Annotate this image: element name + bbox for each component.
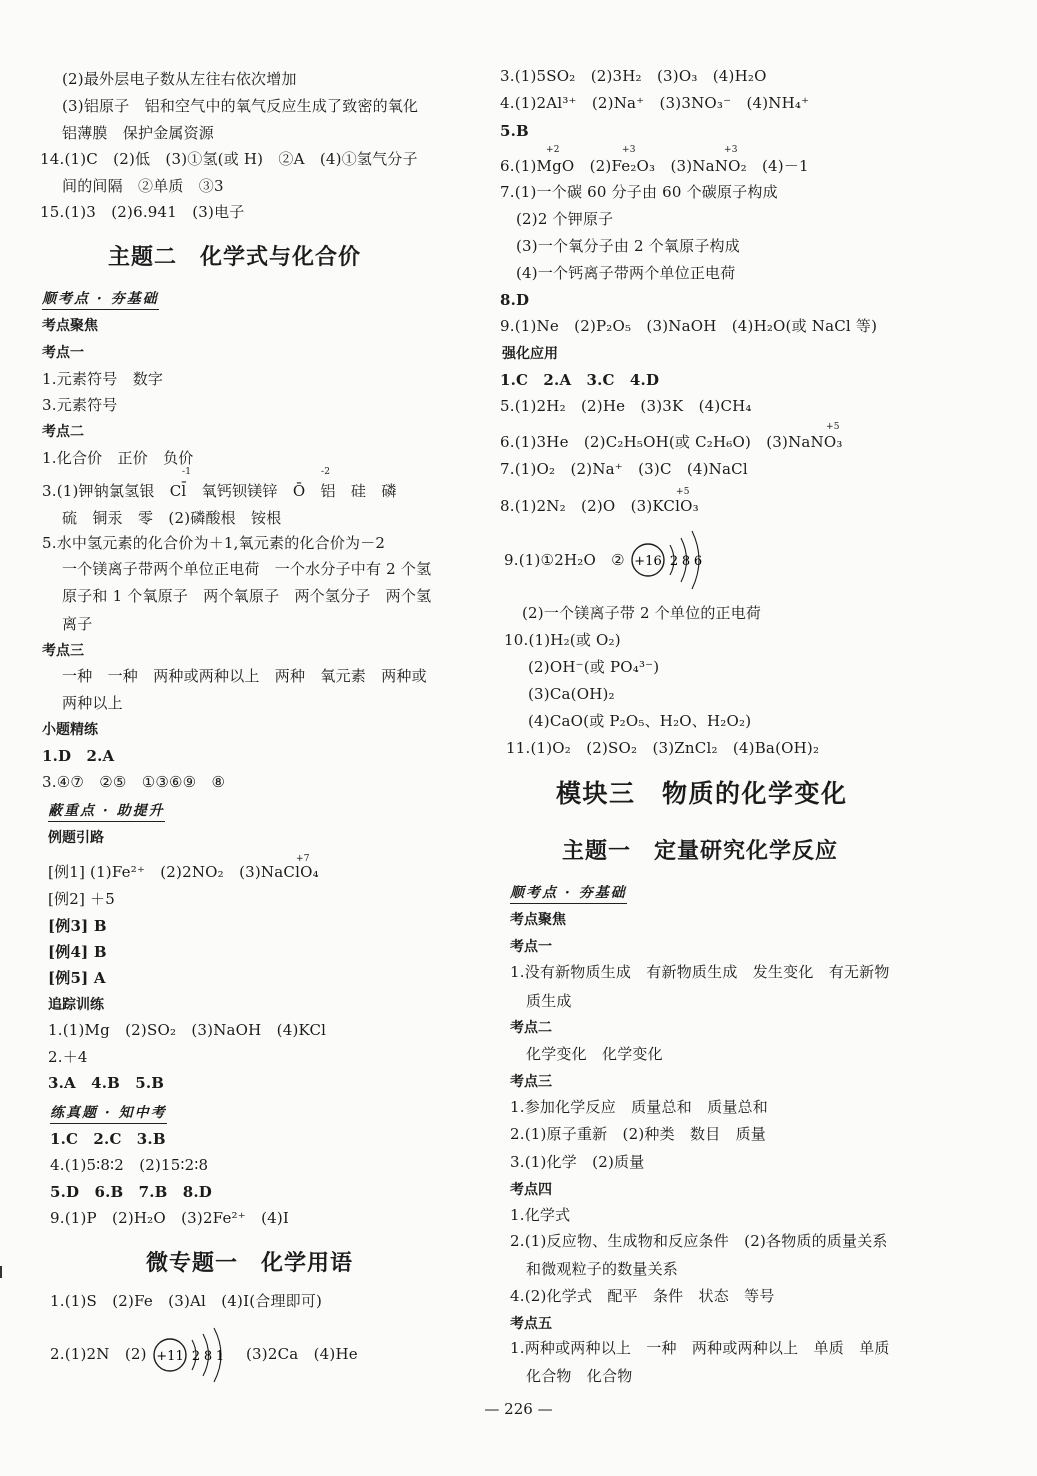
- answer-line: 化学变化 化学变化: [526, 1045, 663, 1063]
- answer-line: [例3] B: [48, 917, 107, 935]
- answer-line: 3.④⑦ ②⑤ ①③⑥⑨ ⑧: [42, 773, 226, 791]
- subheading: 考点聚焦: [510, 912, 566, 928]
- answer-line: 一种 一种 两种或两种以上 两种 氧元素 两种或: [62, 667, 427, 685]
- answer-line: 和微观粒子的数量关系: [526, 1260, 679, 1278]
- valence-superscript: +5: [826, 422, 840, 432]
- valence-superscript: +3: [622, 145, 636, 155]
- answer-line: 5.D 6.B 7.B 8.D: [50, 1183, 213, 1201]
- answer-line: 3.(1)钾钠氯氢银 Cl̄ 氧钙钡镁锌 Ō 铝 硅 磷: [42, 482, 397, 500]
- answer-line: 2.(1)2N (2): [50, 1345, 147, 1363]
- section-title: 主题二 化学式与化合价: [108, 245, 362, 270]
- answer-line: 间的间隔 ②单质 ③3: [62, 177, 224, 195]
- answer-line: (2)最外层电子数从左往右依次增加: [62, 70, 297, 88]
- section-tag: 顺考点 · 夯基础: [510, 882, 627, 904]
- answer-line: 14.(1)C (2)低 (3)①氢(或 H) ②A (4)①氢气分子: [40, 150, 418, 168]
- answer-line: 5.(1)2H₂ (2)He (3)3K (4)CH₄: [500, 397, 752, 415]
- answer-line: 9.(1)Ne (2)P₂O₅ (3)NaOH (4)H₂O(或 NaCl 等): [500, 317, 878, 335]
- valence-superscript: +5: [676, 487, 690, 497]
- subheading: 考点三: [510, 1074, 552, 1090]
- nucleus-charge: +16: [634, 554, 662, 569]
- subheading: 考点三: [42, 643, 84, 659]
- valence-superscript: +7: [296, 854, 310, 864]
- answer-line: 7.(1)一个碳 60 分子由 60 个碳原子构成: [500, 183, 778, 201]
- subheading: 考点一: [510, 939, 552, 955]
- shell-electron-count: 8: [203, 1349, 213, 1364]
- answer-line: 1.两种或两种以上 一种 两种或两种以上 单质 单质: [510, 1339, 890, 1357]
- answer-line: 6.(1)3He (2)C₂H₅OH(或 C₂H₆O) (3)NaNO₃: [500, 433, 843, 451]
- answer-line: 质生成: [526, 992, 572, 1010]
- answer-line: 6.(1)MgO (2)Fe₂O₃ (3)NaNO₂ (4)－1: [500, 157, 809, 175]
- shell-electron-count: 1: [215, 1349, 225, 1364]
- answer-line: 1.元素符号 数字: [42, 370, 164, 388]
- answer-line: 1.(1)S (2)Fe (3)Al (4)I(合理即可): [50, 1292, 323, 1310]
- answer-line: [例5] A: [48, 969, 106, 987]
- answer-line: 1.化合价 正价 负价: [42, 449, 194, 467]
- answer-line: 8.(1)2N₂ (2)O (3)KClO₃: [500, 497, 699, 515]
- answer-line: 2.(1)原子重新 (2)种类 数目 质量: [510, 1125, 767, 1143]
- subheading: 考点四: [510, 1182, 552, 1198]
- answer-line: 10.(1)H₂(或 O₂): [504, 631, 621, 649]
- answer-line: 2.＋4: [48, 1048, 88, 1066]
- answer-line: (3)2Ca (4)He: [246, 1345, 358, 1363]
- answer-line: 硫 铜汞 零 (2)磷酸根 铵根: [62, 509, 282, 527]
- answer-line: 1.参加化学反应 质量总和 质量总和: [510, 1098, 768, 1116]
- answer-line: 原子和 1 个氧原子 两个氧原子 两个氢分子 两个氢: [62, 587, 432, 605]
- answer-line: 3.(1)化学 (2)质量: [510, 1153, 645, 1171]
- answer-line: (3)一个氧分子由 2 个氧原子构成: [516, 237, 740, 255]
- answer-line: 4.(1)2Al³⁺ (2)Na⁺ (3)3NO₃⁻ (4)NH₄⁺: [500, 94, 810, 112]
- answer-line: 5.水中氢元素的化合价为＋1,氧元素的化合价为－2: [42, 534, 386, 552]
- answer-line: 9.(1)①2H₂O ②: [504, 551, 625, 569]
- shell-electron-count: 6: [693, 554, 703, 569]
- answer-line: (2)2 个钾原子: [516, 210, 614, 228]
- section-tag: 蔽重点 · 助提升: [48, 800, 165, 822]
- answer-line: 5.B: [500, 122, 529, 140]
- answer-line: (3)Ca(OH)₂: [528, 685, 615, 703]
- answer-line: (2)一个镁离子带 2 个单位的正电荷: [522, 604, 762, 622]
- subheading: 考点二: [510, 1020, 552, 1036]
- answer-line: 1.D 2.A: [42, 747, 115, 765]
- answer-line: (2)OH⁻(或 PO₄³⁻): [528, 658, 660, 676]
- answer-line: [例1] (1)Fe²⁺ (2)2NO₂ (3)NaClO₄: [48, 863, 319, 881]
- answer-line: (4)一个钙离子带两个单位正电荷: [516, 264, 736, 282]
- valence-superscript: -2: [321, 467, 331, 477]
- subheading: 例题引路: [48, 830, 104, 846]
- subheading: 考点五: [510, 1316, 552, 1332]
- answer-line: 1.C 2.C 3.B: [50, 1130, 166, 1148]
- shell-electron-count: 2: [191, 1349, 201, 1364]
- valence-superscript: -1: [182, 467, 192, 477]
- page-number: — 226 —: [484, 1400, 553, 1418]
- valence-superscript: +2: [546, 145, 560, 155]
- answer-line: 8.D: [500, 291, 530, 309]
- answer-line: 1.化学式: [510, 1206, 571, 1224]
- section-tag: 顺考点 · 夯基础: [42, 288, 159, 310]
- answer-line: 1.(1)Mg (2)SO₂ (3)NaOH (4)KCl: [48, 1021, 327, 1039]
- answer-line: 一个镁离子带两个单位正电荷 一个水分子中有 2 个氢: [62, 560, 432, 578]
- answer-line: 9.(1)P (2)H₂O (3)2Fe²⁺ (4)I: [50, 1209, 290, 1227]
- sulfur-atom-structure-diagram: [630, 525, 720, 595]
- subheading: 考点二: [42, 424, 84, 440]
- answer-line: 3.A 4.B 5.B: [48, 1074, 165, 1092]
- answer-line: [例2] ＋5: [48, 890, 115, 908]
- answer-line: 铝薄膜 保护金属资源: [62, 124, 215, 142]
- answer-line: 15.(1)3 (2)6.941 (3)电子: [40, 203, 245, 221]
- answer-line: 3.元素符号: [42, 396, 118, 414]
- answer-line: 2.(1)反应物、生成物和反应条件 (2)各物质的质量关系: [510, 1232, 888, 1250]
- answer-line: 11.(1)O₂ (2)SO₂ (3)ZnCl₂ (4)Ba(OH)₂: [506, 739, 820, 757]
- subheading: 考点一: [42, 345, 84, 361]
- answer-line: 两种以上: [62, 694, 123, 712]
- subheading: 追踪训练: [48, 997, 104, 1013]
- sodium-atom-structure-diagram: [152, 1322, 242, 1388]
- answer-line: 1.没有新物质生成 有新物质生成 发生变化 有无新物: [510, 963, 890, 981]
- section-title: 主题一 定量研究化学反应: [562, 839, 839, 864]
- section-title: 微专题一 化学用语: [146, 1251, 354, 1276]
- answer-line: 离子: [62, 615, 93, 633]
- module-title: 模块三 物质的化学变化: [556, 779, 848, 808]
- valence-superscript: +3: [724, 145, 738, 155]
- subheading: 小题精练: [42, 722, 98, 738]
- answer-line: 化合物 化合物: [526, 1367, 633, 1385]
- answer-line: 3.(1)5SO₂ (2)3H₂ (3)O₃ (4)H₂O: [500, 67, 767, 85]
- shell-electron-count: 2: [669, 554, 679, 569]
- answer-line: 7.(1)O₂ (2)Na⁺ (3)C (4)NaCl: [500, 460, 748, 478]
- answer-line: (4)CaO(或 P₂O₅、H₂O、H₂O₂): [528, 712, 752, 730]
- subheading: 强化应用: [502, 346, 558, 362]
- answer-line: 1.C 2.A 3.C 4.D: [500, 371, 660, 389]
- answer-line: 4.(1)5∶8∶2 (2)15∶2∶8: [50, 1156, 209, 1174]
- answer-line: [例4] B: [48, 943, 107, 961]
- nucleus-charge: +11: [156, 1349, 184, 1364]
- section-tag: 练真题 · 知中考: [50, 1102, 167, 1124]
- answer-line: 4.(2)化学式 配平 条件 状态 等号: [510, 1287, 775, 1305]
- answer-line: (3)铝原子 铝和空气中的氧气反应生成了致密的氧化: [62, 97, 419, 115]
- edge-mark: [0, 1266, 2, 1278]
- subheading: 考点聚焦: [42, 318, 98, 334]
- shell-electron-count: 8: [681, 554, 691, 569]
